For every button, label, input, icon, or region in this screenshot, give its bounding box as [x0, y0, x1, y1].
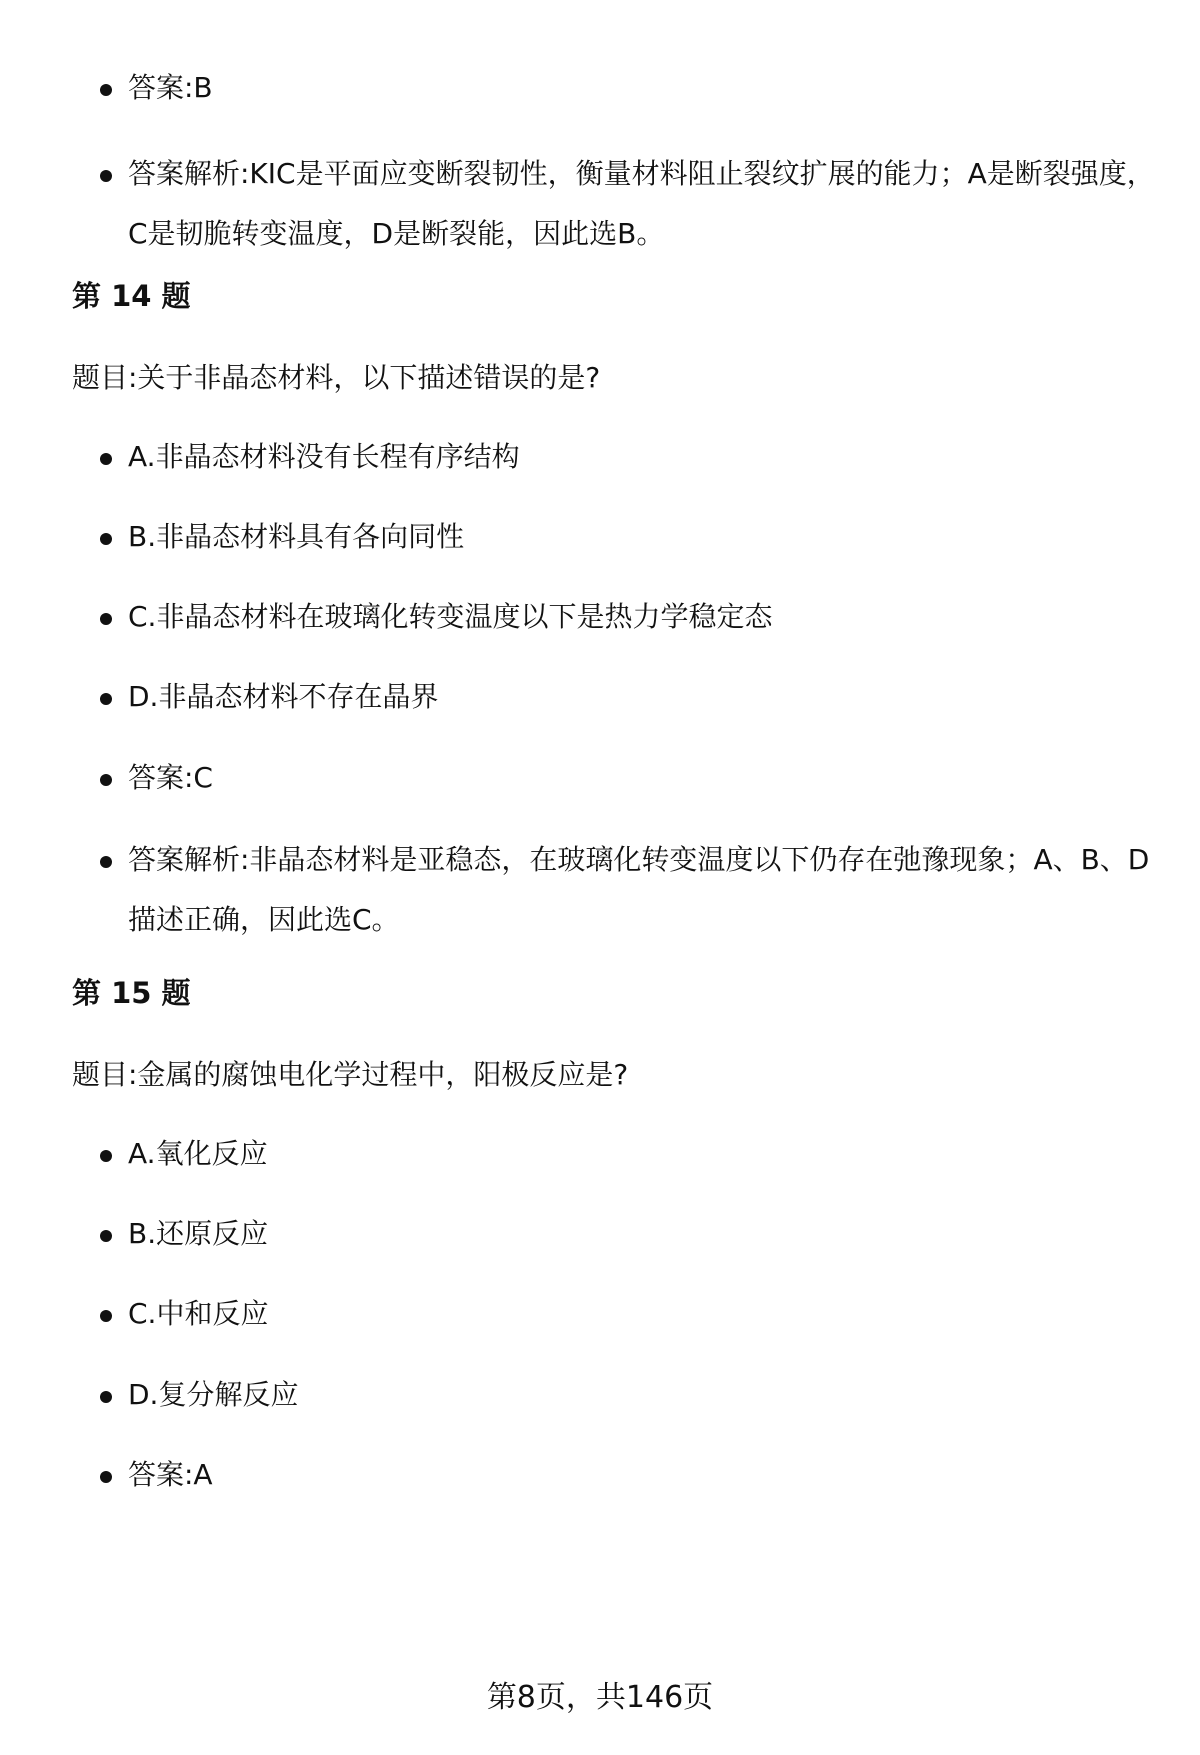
answer-text: 答案:C: [128, 761, 213, 794]
explanation-text: 答案解析:KIC是平面应变断裂韧性，衡量材料阻止裂纹扩展的能力；A是断裂强度，C是韧脆转变温度，D是断裂能，因此选B。: [128, 157, 1155, 250]
question-text: 题目:关于非晶态材料，以下描述错误的是?: [72, 361, 601, 394]
bullet-icon: [100, 774, 112, 786]
option-text: D.非晶态材料不存在晶界: [128, 680, 439, 713]
bullet-icon: [100, 1310, 112, 1322]
option-text: C.非晶态材料在玻璃化转变温度以下是热力学稳定态: [128, 600, 773, 633]
bullet-icon: [100, 170, 112, 182]
option-item: [128, 587, 1168, 647]
option-text: A.非晶态材料没有长程有序结构: [128, 440, 520, 473]
question-text: 题目:金属的腐蚀电化学过程中，阳极反应是?: [72, 1058, 629, 1091]
bullet-icon: [100, 1150, 112, 1162]
explanation-item: [128, 144, 1168, 264]
option-item: [128, 667, 1168, 727]
answer-item: [128, 1445, 1168, 1505]
answer-item: [128, 748, 1168, 808]
option-text: B.非晶态材料具有各向同性: [128, 520, 465, 553]
option-item: [128, 507, 1168, 567]
bullet-icon: [100, 1471, 112, 1483]
option-item: [128, 427, 1168, 487]
answer-text: 答案:B: [128, 71, 213, 104]
answer-text: 答案:A: [128, 1458, 213, 1491]
bullet-icon: [100, 533, 112, 545]
option-item: [128, 1284, 1168, 1344]
bullet-icon: [100, 84, 112, 96]
bullet-icon: [100, 856, 112, 868]
bullet-icon: [100, 1391, 112, 1403]
option-item: [128, 1124, 1168, 1184]
answer-item: [128, 58, 1168, 118]
explanation-item: [128, 830, 1168, 950]
question-heading: 第 15 题: [72, 976, 191, 1010]
bullet-icon: [100, 453, 112, 465]
bullet-icon: [100, 1230, 112, 1242]
explanation-text: 答案解析:非晶态材料是亚稳态，在玻璃化转变温度以下仍存在弛豫现象；A、B、D描述正确，因此选C。: [128, 843, 1150, 936]
option-text: B.还原反应: [128, 1217, 269, 1250]
option-text: A.氧化反应: [128, 1137, 268, 1170]
page-footer: 第8页，共146页: [486, 1680, 714, 1715]
option-item: [128, 1365, 1168, 1425]
option-item: [128, 1204, 1168, 1264]
option-text: C.中和反应: [128, 1297, 269, 1330]
bullet-icon: [100, 693, 112, 705]
option-text: D.复分解反应: [128, 1378, 299, 1411]
bullet-icon: [100, 613, 112, 625]
question-heading: 第 14 题: [72, 279, 191, 313]
